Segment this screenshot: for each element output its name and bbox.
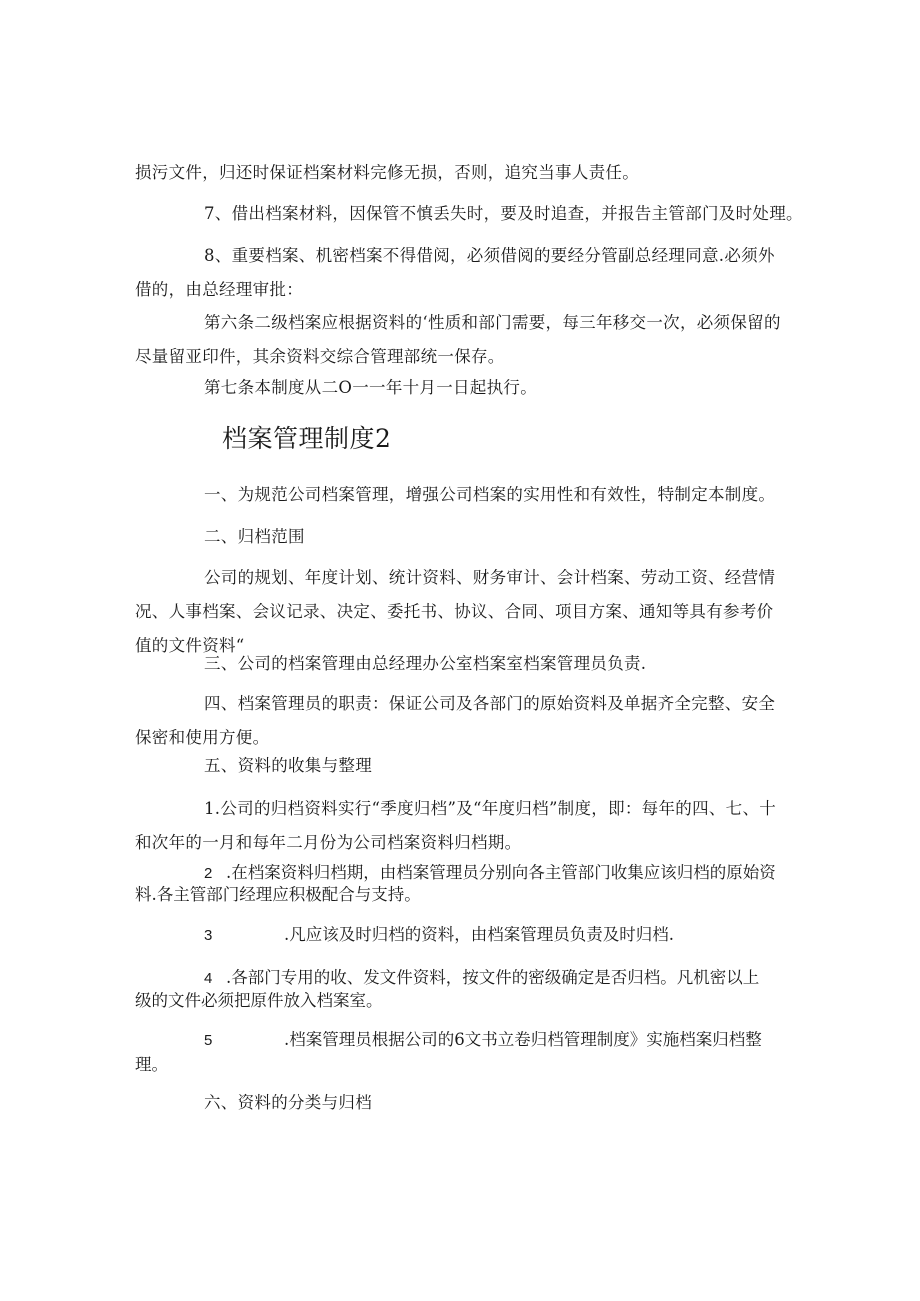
section-heading: 档案管理制度2: [222, 424, 392, 453]
paragraph-section-6: 六、资料的分类与归档: [204, 1093, 372, 1112]
item-4-text: .各部门专用的收、发文件资料，按文件的密级确定是否归档。凡机密以上: [226, 968, 760, 987]
item-5-number: 5: [204, 1032, 213, 1049]
item-5-text: .档案管理员根据公司的6文书立卷归档管理制度》实施档案归档整: [284, 1030, 762, 1049]
item-5-line: [204, 1023, 762, 1058]
paragraph-section-2: 二、归档范围: [204, 527, 305, 546]
paragraph-article-7: 第七条本制度从二O一一年十月一日起执行。: [204, 378, 538, 397]
paragraph-section-1: 一、为规范公司档案管理，增强公司档案的实用性和有效性，特制定本制度。: [204, 485, 776, 504]
item-4-continuation: 级的文件必须把原件放入档案室。: [135, 991, 383, 1010]
paragraph-article-6: 第六条二级档案应根据资料的‘性质和部门需要，每三年移交一次，必须保留的尽量留亚印件，其余资料交综合管理部统一保存。: [135, 313, 781, 366]
item-3-text: .凡应该及时归档的资料，由档案管理员负责及时归档.: [284, 925, 674, 944]
paragraph-item-7: 7、借出档案材料，因保管不慎丢失时，要及时追查，并报告主管部门及时处理。: [204, 204, 803, 223]
paragraph-section-4: 四、档案管理员的职责：保证公司及各部门的原始资料及单据齐全完整、安全保密和使用方便。: [135, 694, 776, 747]
item-3-line: [204, 918, 674, 953]
item-2-text: .在档案资料归档期，由档案管理员分别向各主管部门收集应该归档的原始资: [226, 863, 776, 882]
item-2-continuation: 料.各主管部门经理应积极配合与支持。: [135, 885, 421, 904]
item-4-number: 4: [204, 970, 213, 987]
paragraph-item-8: 8、重要档案、机密档案不得借阅，必须借阅的要经分管副总经理同意.必须外借的，由总经理审批：: [135, 246, 775, 299]
paragraph-damage-clause: 损污文件，归还时保证档案材料完修无损，否则，追究当事人责任。: [135, 163, 639, 182]
item-5-continuation: 理。: [135, 1055, 168, 1074]
item-2-number: 2: [204, 865, 213, 882]
paragraph-section-3: 三、公司的档案管理由总经理办公室档案室档案管理员负责.: [204, 654, 647, 673]
item-3-number: 3: [204, 927, 213, 944]
paragraph-item-1: 1.公司的归档资料实行“季度归档”及“年度归档”制度，即：每年的四、七、十和次年的一月和每年二月份为公司档案资料归档期。: [135, 799, 777, 852]
paragraph-section-5: 五、资料的收集与整理: [204, 756, 372, 775]
paragraph-archive-scope: 公司的规划、年度计划、统计资料、财务审计、会计档案、劳动工资、经营情况、人事档案、会议记录、决定、委托书、协议、合同、项目方案、通知等具有参考价值的文件资料“: [135, 568, 776, 655]
